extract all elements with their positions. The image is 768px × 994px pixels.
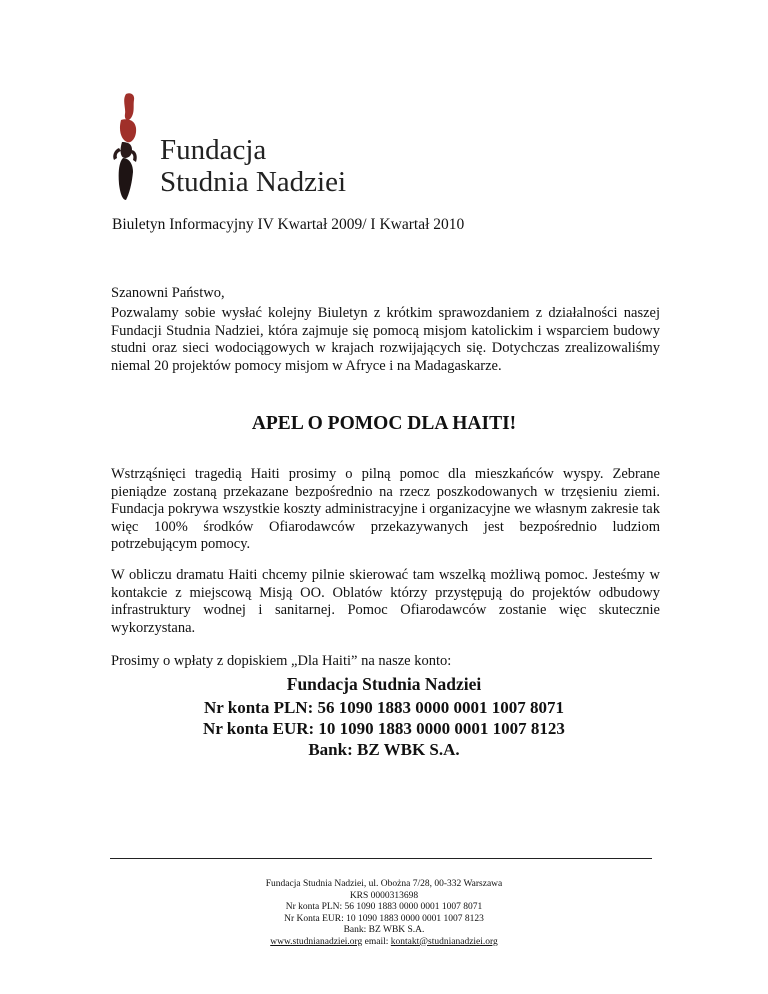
bulletin-title: Biuletyn Informacyjny IV Kwartał 2009/ I Kwartał 2010 [112, 216, 465, 233]
footer [0, 879, 768, 948]
bank-details [0, 674, 768, 760]
woman-carrying-water-icon [104, 92, 156, 204]
email-label: email: [364, 936, 389, 947]
appeal-heading: APEL O POMOC DLA HAITI! [251, 413, 517, 434]
footer-divider [110, 858, 652, 859]
email-link[interactable]: kontakt@studnianadziei.org [390, 936, 498, 947]
bank-name: Bank: BZ WBK S.A. [308, 740, 460, 759]
footer-address: Fundacja Studnia Nadziei, ul. Obożna 7/28, 00-332 Warszawa [265, 879, 503, 889]
salutation: Szanowni Państwo, [111, 285, 225, 301]
appeal-paragraph-2: W obliczu dramatu Haiti chcemy pilnie skierować tam wszelką możliwą pomoc. Jesteśmy w kontakcie z miejscową Misją OO. Oblatów którzy przystępują do projektów odbudowy infrastruktury wodnej i sanitarnej. Pomoc Ofiarodawców zostanie więc skutecznie wykorzystana. [111, 567, 660, 636]
footer-krs: KRS 0000313698 [349, 890, 419, 901]
bank-account-pln: Nr konta PLN: 56 1090 1883 0000 0001 1007 8071 [204, 698, 564, 717]
website-link[interactable]: www.studnianadziei.org [270, 936, 363, 947]
footer-contact [0, 937, 768, 949]
logo-text-line1: Fundacja [160, 134, 267, 166]
bank-account-eur: Nr konta EUR: 10 1090 1883 0000 0001 1007 8123 [203, 719, 565, 738]
intro-paragraph: Pozwalamy sobie wysłać kolejny Biuletyn z krótkim sprawozdaniem z działalności naszej Fundacji Studnia Nadziei, która zajmuje się pomocą misjom katolickim i wsparciem budowy studni oraz sieci wodociągowych w krajach rozwijających się. Dotychczas zrealizowaliśmy niemal 20 projektów pomocy misjom w Afryce i na Madagaskarze. [111, 305, 660, 374]
payment-request: Prosimy o wpłaty z dopiskiem „Dla Haiti” na nasze konto: [111, 653, 452, 669]
footer-account-eur: Nr Konta EUR: 10 1090 1883 0000 0001 1007 8123 [284, 913, 484, 924]
footer-bank: Bank: BZ WBK S.A. [343, 925, 425, 935]
bank-account-holder: Fundacja Studnia Nadziei [286, 674, 482, 694]
logo-text-line2: Studnia Nadziei [160, 166, 347, 198]
footer-account-pln: Nr konta PLN: 56 1090 1883 0000 0001 1007 8071 [285, 902, 483, 912]
appeal-paragraph-1: Wstrząśnięci tragedią Haiti prosimy o pilną pomoc dla mieszkańców wyspy. Zebrane pieniądze zostaną przekazane bezpośrednio na rzecz poszkodowanych w trzęsieniu ziemi. Fundacja pokrywa wszystkie koszty administracyjne i organizacyjne we własnym zakresie tak więc 100% środków Ofiarodawców przekazywanych jest bezpośrednio ludziom potrzebującym pomocy. [111, 466, 660, 552]
foundation-logo [104, 92, 404, 202]
